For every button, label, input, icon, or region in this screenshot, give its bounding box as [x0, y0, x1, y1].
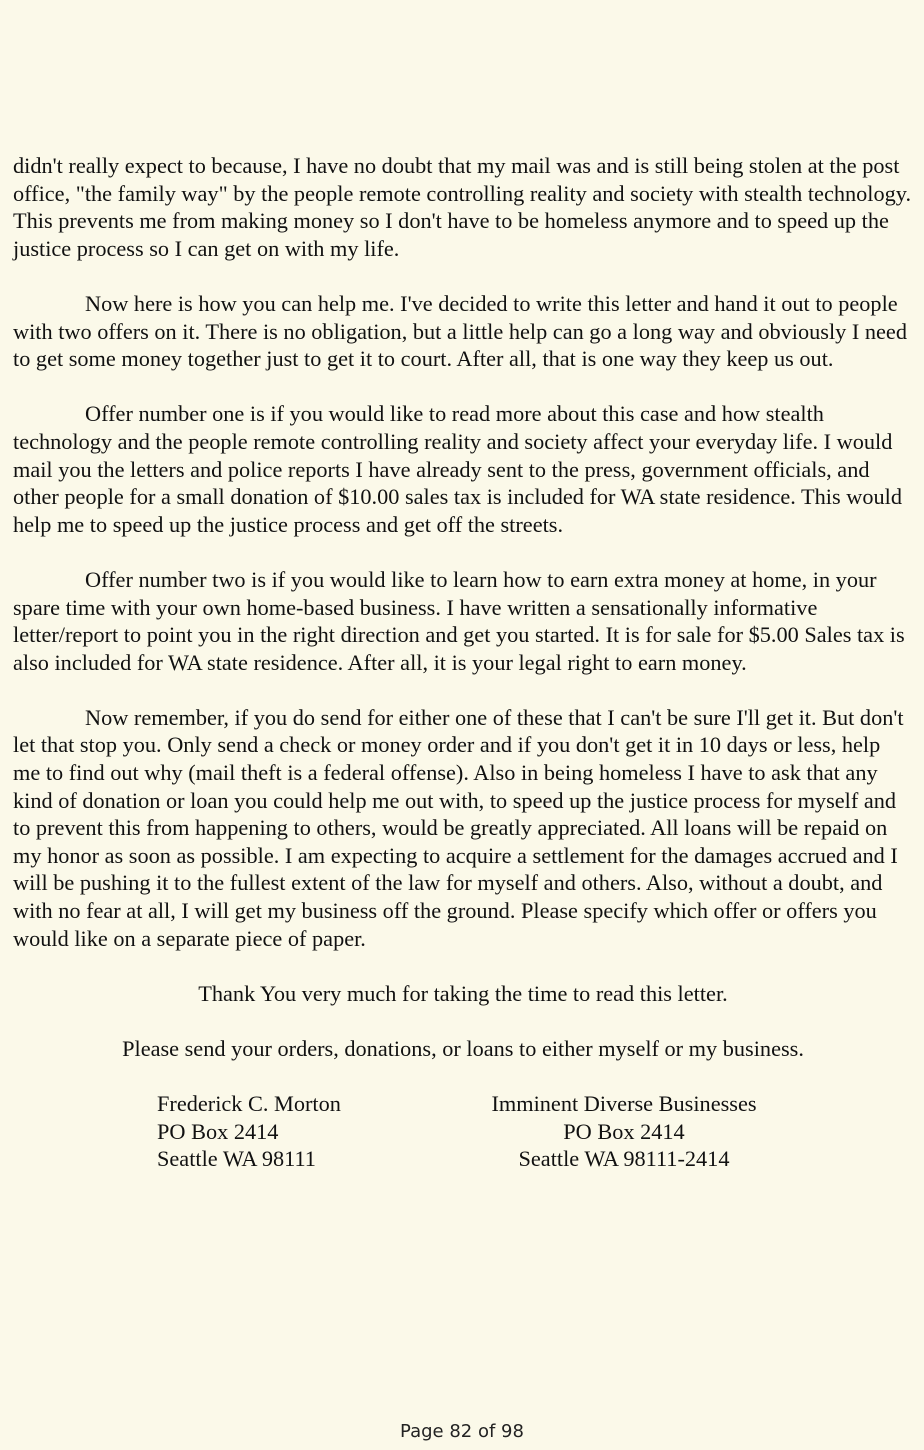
paragraph-reminder: Now remember, if you do send for either one of these that I can't be sure I'll get it. But don't let that stop you. Only send a check or money order and if you don't get it in 10 days or less, help me to find out why (mail theft is a federal offense). Also in being homeless I have to ask that any kind of donation or loan you could help me out with, to speed up the justice process for myself and to prevent this from happening to others, would be greatly appreciated. All loans will be repaid on my honor as soon as possible. I am expecting to acquire a settlement for the damages accrued and I will be pushing it to the fullest extent of the law for myself and others. Also, without a doubt, and with no fear at all, I will get my business off the ground. Please specify which offer or offers you would like on a separate piece of paper. [13, 704, 904, 951]
thank-you-line: Thank You very much for taking the time to read this letter. [198, 980, 728, 1006]
letter-body [13, 152, 913, 1174]
address-personal-box: PO Box 2414 [157, 1118, 279, 1144]
page-number: Page 82 of 98 [400, 1421, 524, 1442]
address-business-city: Seattle WA 98111-2414 [518, 1146, 730, 1172]
address-block [13, 1090, 913, 1174]
address-personal-city: Seattle WA 98111 [157, 1146, 316, 1172]
address-business-name: Imminent Diverse Businesses [491, 1091, 757, 1117]
address-business [482, 1090, 766, 1173]
paragraph-offer-one: Offer number one is if you would like to read more about this case and how stealth technology and the people remote controlling reality and society affect your everyday life. I would mail you the letters and police reports I have already sent to the press, government officials, and other people for a small donation of $10.00 sales tax is included for WA state residence. This would help me to speed up the justice process and get off the streets. [13, 401, 902, 537]
paragraph-continuation: didn't really expect to because, I have no doubt that my mail was and is still being stolen at the post office, "the family way" by the people remote controlling reality and society with stealth technology. This prevents me from making money so I don't have to be homeless anymore and to speed up the justice process so I can get on with my life. [13, 153, 912, 261]
send-to-line: Please send your orders, donations, or loans to either myself or my business. [122, 1036, 804, 1061]
paragraph-offer-two: Offer number two is if you would like to learn how to earn extra money at home, in your spare time with your own home-based business. I have written a sensationally informative letter/report to point you in the right direction and get you started. It is for sale for $5.00 Sales tax is also included for WA state residence. After all, it is your legal right to earn money. [13, 566, 905, 675]
address-personal-name: Frederick C. Morton [157, 1091, 341, 1117]
paragraph-how-to-help: Now here is how you can help me. I've decided to write this letter and hand it out to people with two offers on it. There is no obligation, but a little help can go a long way and obviously I need to get some money together just to get it to court. After all, that is one way they keep us out. [13, 290, 907, 372]
address-business-box: PO Box 2414 [563, 1118, 685, 1144]
address-personal [157, 1090, 341, 1173]
